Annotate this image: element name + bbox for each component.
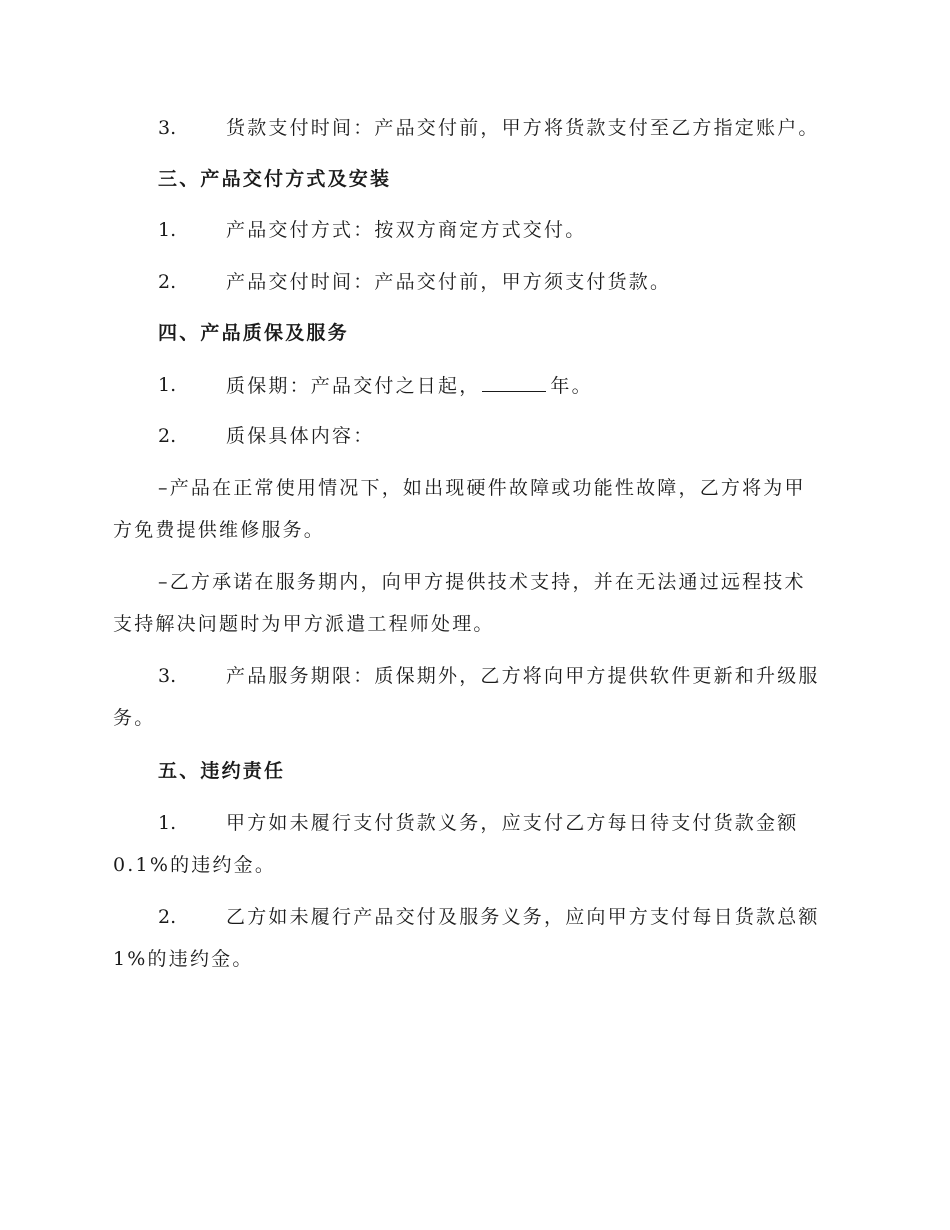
warranty-text-before: 质保期：产品交付之日起，	[226, 375, 481, 397]
item-text: 产品交付时间：产品交付前，甲方须支付货款。	[226, 271, 672, 293]
item-number: 2.	[158, 271, 177, 293]
item-text	[226, 373, 593, 398]
item-text: 甲方如未履行支付货款义务，应支付乙方每日待支付货款金额	[226, 812, 799, 834]
item-text: 产品服务期限：质保期外，乙方将向甲方提供软件更新和升级服	[226, 665, 820, 687]
warranty-years-blank	[482, 373, 546, 392]
item-number: 2.	[158, 906, 177, 928]
item-text: 质保具体内容：	[226, 425, 375, 447]
bullet-text: 支持解决问题时为甲方派遣工程师处理。	[113, 613, 495, 635]
item-number: 2.	[158, 425, 177, 447]
section-heading: 四、产品质保及服务	[158, 322, 349, 344]
item-text: 0.1%的违约金。	[113, 854, 277, 876]
bullet-text: –乙方承诺在服务期内，向甲方提供技术支持，并在无法通过远程技术	[158, 571, 806, 593]
item-text: 1%的违约金。	[113, 948, 254, 970]
item-text: 务。	[113, 707, 156, 729]
bullet-text: 方免费提供维修服务。	[113, 519, 326, 541]
bullet-text: –产品在正常使用情况下，如出现硬件故障或功能性故障，乙方将为甲	[158, 477, 806, 499]
section-heading: 三、产品交付方式及安装	[158, 168, 392, 190]
section-heading: 五、违约责任	[158, 760, 286, 782]
warranty-text-after: 年。	[550, 375, 593, 397]
item-number: 1.	[158, 374, 177, 396]
item-text: 货款支付时间：产品交付前，甲方将货款支付至乙方指定账户。	[226, 117, 820, 139]
item-text: 乙方如未履行产品交付及服务义务，应向甲方支付每日货款总额	[226, 906, 820, 928]
item-number: 1.	[158, 219, 177, 241]
item-text: 产品交付方式：按双方商定方式交付。	[226, 219, 587, 241]
item-number: 3.	[158, 117, 177, 139]
item-number: 1.	[158, 812, 177, 834]
item-number: 3.	[158, 665, 177, 687]
